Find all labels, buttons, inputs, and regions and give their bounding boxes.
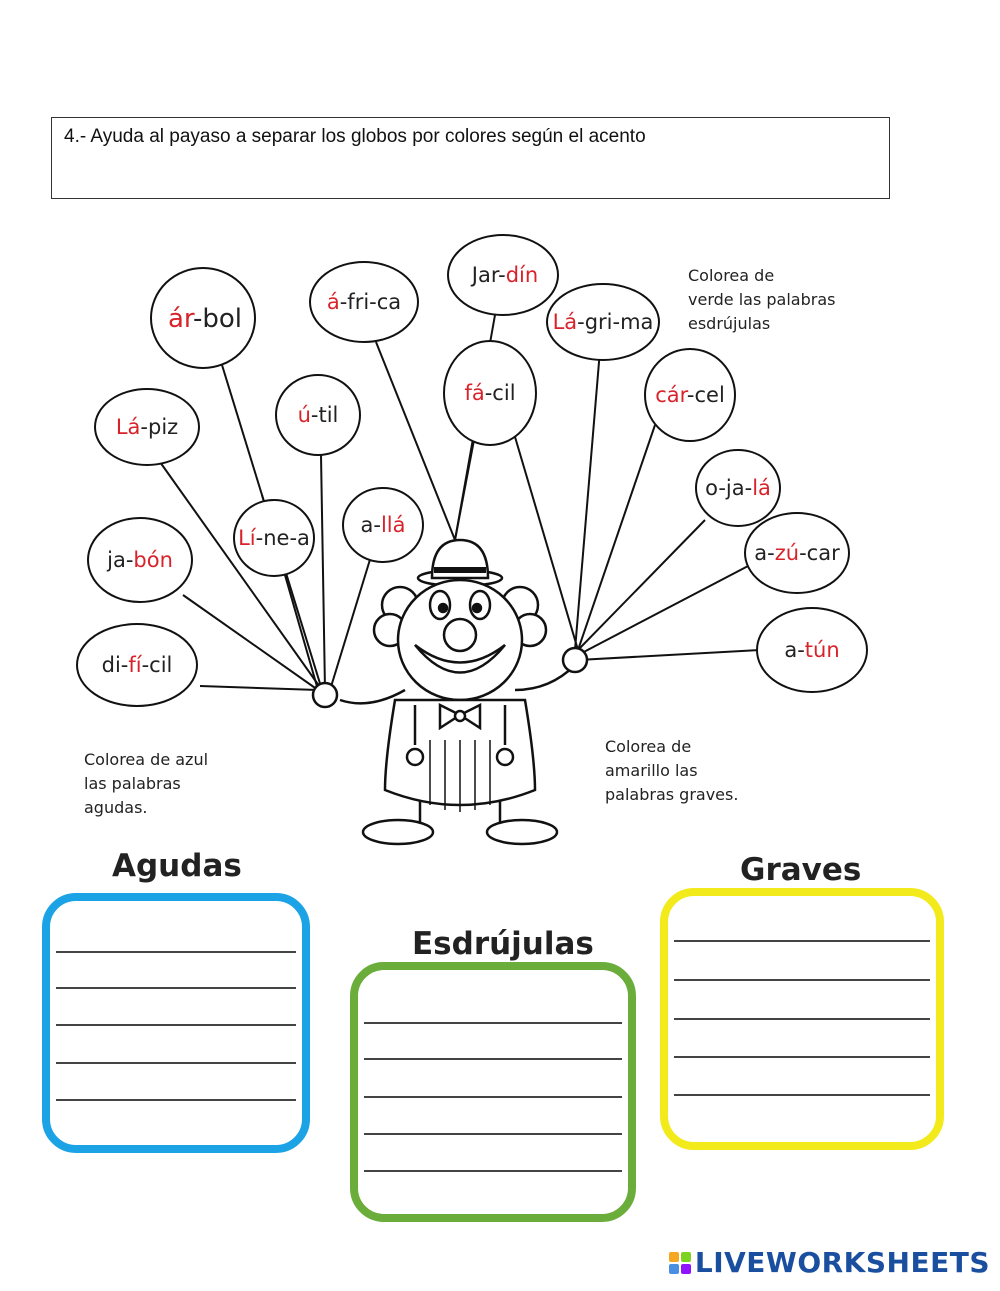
note-yellow: Colorea de amarillo las palabras graves.: [605, 737, 739, 804]
answer-line[interactable]: [674, 1094, 930, 1096]
balloon-label-facil: fá-cil: [464, 381, 516, 405]
balloon-label-africa: á-fri-ca: [326, 290, 402, 314]
agudas-title: Agudas: [112, 848, 242, 884]
clown-figure: [313, 540, 587, 844]
note-blue: Colorea de azul las palabras agudas.: [84, 750, 209, 817]
answer-line[interactable]: [364, 1133, 622, 1135]
brand-text: LIVEWORKSHEETS: [694, 1246, 990, 1279]
answer-line[interactable]: [364, 1170, 622, 1172]
instruction-text: 4.- Ayuda al payaso a separar los globos por colores según el acento: [64, 126, 646, 147]
esdrujulas-title: Esdrújulas: [412, 926, 594, 962]
answer-line[interactable]: [674, 1056, 930, 1058]
balloon-label-atun: a-tún: [784, 638, 840, 662]
balloon-label-util: ú-til: [297, 403, 339, 427]
answer-line[interactable]: [56, 1024, 296, 1026]
answer-line[interactable]: [56, 1062, 296, 1064]
answer-line[interactable]: [364, 1096, 622, 1098]
answer-line[interactable]: [674, 940, 930, 942]
balloon-label-lapiz: Lá-piz: [115, 415, 179, 439]
graves-answer-box[interactable]: [660, 888, 944, 1150]
balloon-label-linea: Lí-ne-a: [238, 526, 310, 550]
balloon-label-azucar: a-zú-car: [754, 541, 840, 565]
balloon-label-arbol: ár-bol: [168, 303, 242, 334]
agudas-answer-box[interactable]: [42, 893, 310, 1153]
answer-line[interactable]: [56, 1099, 296, 1101]
balloon-label-jabon: ja-bón: [107, 548, 173, 572]
liveworksheets-icon: [669, 1252, 691, 1274]
balloon-label-carcel: cár-cel: [655, 383, 725, 407]
balloon-label-lagrima: Lá-gri-ma: [552, 310, 654, 334]
liveworksheets-logo: [669, 1246, 990, 1279]
answer-line[interactable]: [56, 987, 296, 989]
answer-line[interactable]: [364, 1058, 622, 1060]
balloon-label-jardin: Jar-dín: [471, 263, 539, 287]
answer-line[interactable]: [56, 951, 296, 953]
balloon-label-ojala: o-ja-lá: [705, 476, 771, 500]
answer-line[interactable]: [364, 1022, 622, 1024]
graves-title: Graves: [740, 852, 862, 888]
balloon-label-dificil: di-fí-cil: [101, 653, 173, 677]
answer-line[interactable]: [674, 1018, 930, 1020]
note-green: Colorea de verde las palabras esdrújulas: [688, 266, 836, 333]
esdrujulas-answer-box[interactable]: [350, 962, 636, 1222]
answer-line[interactable]: [674, 979, 930, 981]
balloon-label-alla: a-llá: [360, 513, 406, 537]
